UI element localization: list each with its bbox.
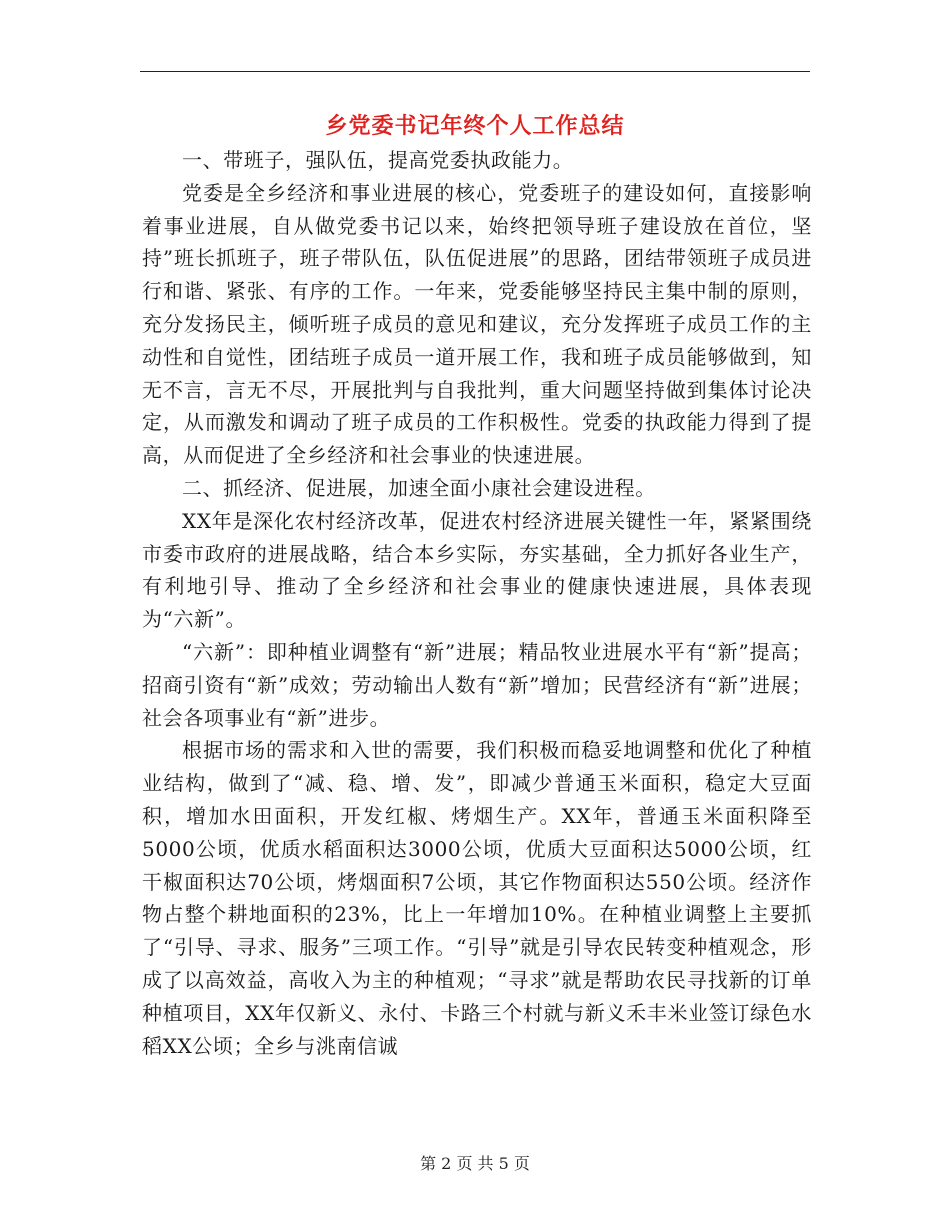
body-paragraph: XX年是深化农村经济改革，促进农村经济进展关键性一年，紧紧围绕市委市政府的进展战略，结合本乡实际，夯实基础，全力抓好各业生产，有利地引导、推动了全乡经济和社会事业的健康快速进展，具体表现为“六新”。 [142,508,812,632]
document-title: 乡党委书记年终个人工作总结 [325,113,625,139]
body-paragraph: 根据市场的需求和入世的需要，我们积极而稳妥地调整和优化了种植业结构，做到了“减、稳、增、发”，即减少普通玉米面积，稳定大豆面积，增加水田面积，开发红椒、烤烟生产。XX年，普通玉米面积降至5000公顷，优质水稻面积达3000公顷，优质大豆面积达5000公顷，红干椒面积达70公顷，烤烟面积7公顷，其它作物面积达550公顷。经济作物占整个耕地面积的23%，比上一年增加10%。在种植业调整上主要抓了“引导、寻求、服务”三项工作。“引导”就是引导农民转变种植观念，形成了以高效益，高收入为主的种植观；“寻求”就是帮助农民寻找新的订单种植项目，XX年仅新义、永付、卡路三个村就与新义禾丰米业签订绿色水稻XX公顷；全乡与洮南信诚 [142,738,812,1058]
body-paragraph: “六新”：即种植业调整有“新”进展；精品牧业进展水平有“新”提高；招商引资有“新”成效；劳动输出人数有“新”增加；民营经济有“新”进展；社会各项事业有“新”进步。 [142,639,812,730]
header-rule [140,71,810,72]
section-heading-1: 一、带班子，强队伍，提高党委执政能力。 [182,148,574,172]
section-heading-2: 二、抓经济、促进展，加速全面小康社会建设进程。 [182,475,656,500]
page-number-footer: 第 2 页 共 5 页 [420,1154,530,1173]
document-body [142,144,812,1062]
body-paragraph: 党委是全乡经济和事业进展的核心，党委班子的建设如何，直接影响着事业进展，自从做党委书记以来，始终把领导班子建设放在首位，坚持”班长抓班子，班子带队伍，队伍促进展”的思路，团结带领班子成员进行和谐、紧张、有序的工作。一年来，党委能够坚持民主集中制的原则，充分发扬民主，倾听班子成员的意见和建议，充分发挥班子成员工作的主动性和自觉性，团结班子成员一道开展工作，我和班子成员能够做到，知无不言，言无不尽，开展批判与自我批判，重大问题坚持做到集体讨论决定，从而激发和调动了班子成员的工作积极性。党委的执政能力得到了提高，从而促进了全乡经济和社会事业的快速进展。 [142,180,812,468]
